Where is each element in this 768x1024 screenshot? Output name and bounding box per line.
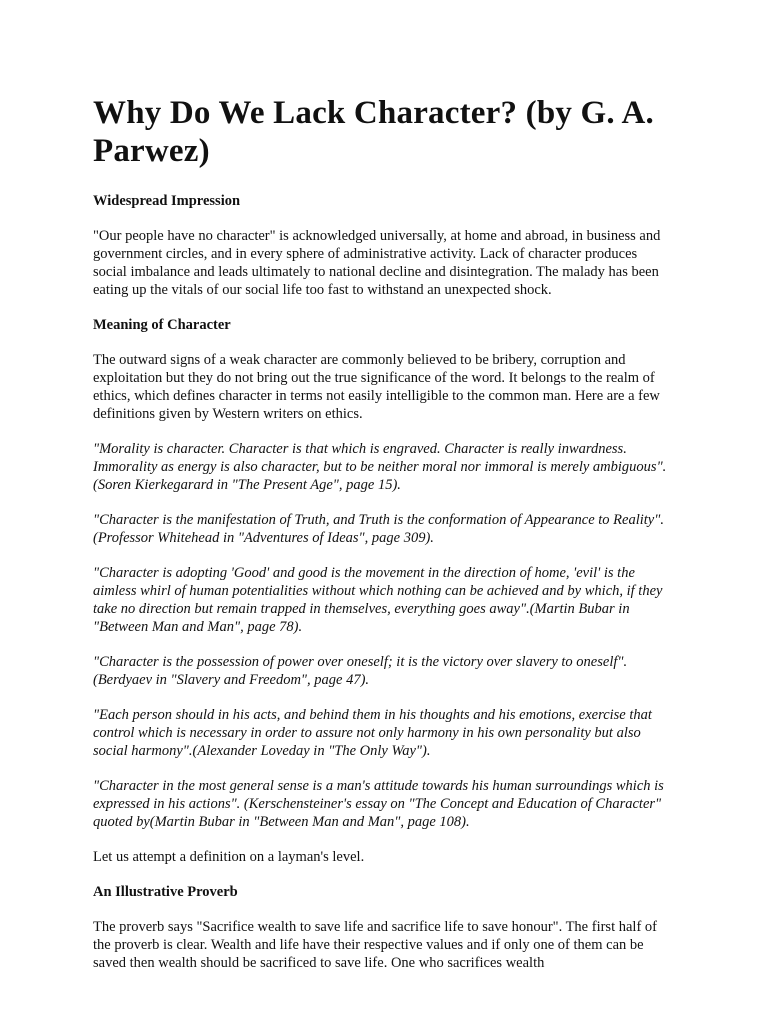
paragraph: The outward signs of a weak character are commonly believed to be bribery, corruption and exploitation but they do not bring out the true significance of the word. It belongs to the realm of ethics, which defines character in terms not easily intelligible to the common man. Here are a few definitions given by Western writers on ethics. [93,352,660,422]
quote-whitehead: "Character is the manifestation of Truth, and Truth is the conformation of Appearance to Reality".(Professor Whitehead in "Adventures of Ideas", page 309). [93,512,664,546]
section-heading-illustrative-proverb: An Illustrative Proverb [93,884,238,900]
quote-kerschensteiner: "Character in the most general sense is a man's attitude towards his human surroundings which is expressed in his actions". (Kerschensteiner's essay on "The Concept and Education of Character" quoted by(Martin Bubar in "Between Man and Man", page 108). [93,778,664,830]
document-title: Why Do We Lack Character? (by G. A. Parwez) [93,95,654,169]
quote-bubar: "Character is adopting 'Good' and good is the movement in the direction of home, 'evil' is the aimless whirl of human potentialities without which nothing can be achieved and by which, if they take no direction but remain trapped in themselves, everything goes away".(Martin Bubar in "Between Man and Man", page 78). [93,565,663,635]
quote-berdyaev: "Character is the possession of power over oneself; it is the victory over slavery to oneself". (Berdyaev in "Slavery and Freedom", page 47). [93,654,628,688]
paragraph: The proverb says "Sacrifice wealth to save life and sacrifice life to save honour". The first half of the proverb is clear. Wealth and life have their respective values and if only one of them can be saved then wealth should be sacrificed to save life. One who sacrifices wealth [93,919,657,971]
paragraph: "Our people have no character" is acknowledged universally, at home and abroad, in business and government circles, and in every sphere of administrative activity. Lack of character produces social imbalance and leads ultimately to national decline and disintegration. The malady has been eating up the vitals of our social life too fast to withstand an unexpected shock. [93,228,661,298]
quote-loveday: "Each person should in his acts, and behind them in his thoughts and his emotions, exercise that control which is necessary in order to assure not only harmony in his own personality but also social harmony".(Alexander Loveday in "The Only Way"). [93,707,652,759]
section-heading-widespread-impression: Widespread Impression [93,193,241,209]
paragraph: Let us attempt a definition on a layman's level. [93,849,365,865]
quote-kierkegaard: "Morality is character. Character is that which is engraved. Character is really inwardness. Immorality as energy is also character, but to be neither moral nor immoral is merely ambiguous".(Soren Kierkegarard in "The Present Age", page 15). [93,441,667,493]
document-page [93,94,673,989]
section-heading-meaning-of-character: Meaning of Character [93,317,231,333]
